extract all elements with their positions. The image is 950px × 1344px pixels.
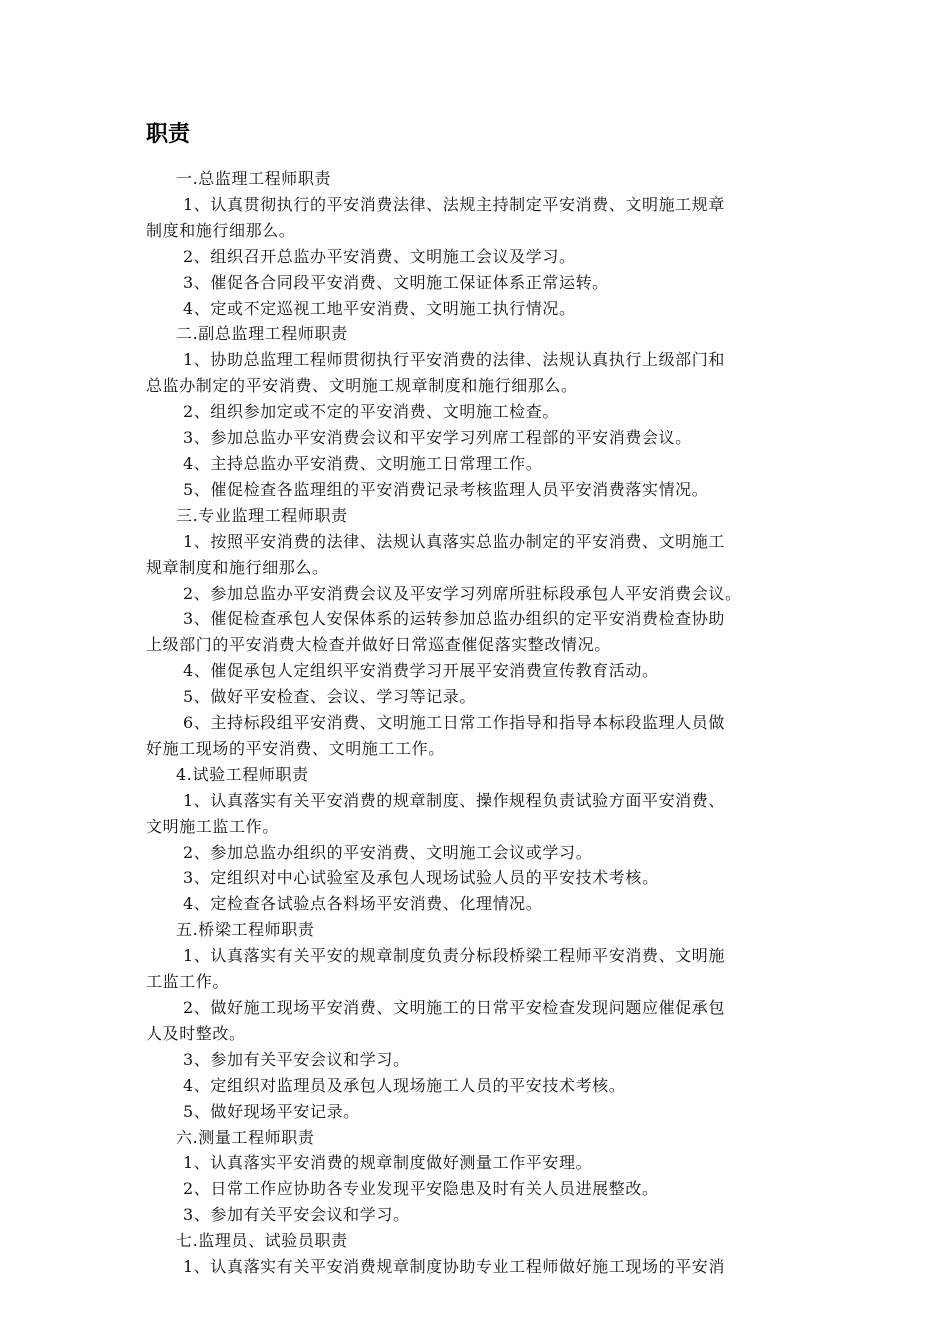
section-heading: 4.试验工程师职责 [176,764,309,784]
list-item: 5、做好平安检查、会议、学习等记录。 [183,687,476,707]
list-item: 1、认真落实平安消费的规章制度做好测量工作平安理。 [183,1153,593,1173]
list-item: 2、日常工作应协助各专业发现平安隐患及时有关人员进展整改。 [183,1179,659,1199]
list-item-continuation: 规章制度和施行细那么。 [146,557,329,577]
document-body [146,166,814,1280]
list-item-continuation: 工监工作。 [146,972,230,992]
section-heading: 一.总监理工程师职责 [176,169,332,188]
list-item: 1、协助总监理工程师贯彻执行平安消费的法律、法规认真执行上级部门和 [183,350,725,370]
list-item: 2、组织参加定或不定的平安消费、文明施工检查。 [183,402,559,422]
list-item: 3、定组织对中心试验室及承包人现场试验人员的平安技术考核。 [183,868,659,888]
section-heading: 二.副总监理工程师职责 [176,324,348,344]
list-item: 5、做好现场平安记录。 [183,1101,360,1121]
list-item: 3、催促各合同段平安消费、文明施工保证体系正常运转。 [183,272,609,292]
list-item: 2、做好施工现场平安消费、文明施工的日常平安检查发现问题应催促承包 [183,998,725,1017]
list-item-continuation: 好施工现场的平安消费、文明施工工作。 [146,738,445,758]
document-title: 职责 [146,122,191,147]
list-item: 3、参加有关平安会议和学习。 [183,1049,410,1069]
list-item-continuation: 人及时整改。 [146,1023,246,1043]
list-item: 3、催促检查承包人安保体系的运转参加总监办组织的定平安消费检查协助 [183,609,725,629]
list-item: 4、定或不定巡视工地平安消费、文明施工执行情况。 [183,298,576,318]
section-heading: 五.桥梁工程师职责 [176,920,315,940]
list-item-continuation: 总监办制定的平安消费、文明施工规章制度和施行细那么。 [146,376,578,396]
list-item: 4、定检查各试验点各料场平安消费、化理情况。 [183,894,543,914]
section-heading: 七.监理员、试验员职责 [176,1231,348,1251]
list-item: 5、催促检查各监理组的平安消费记录考核监理人员平安消费落实情况。 [183,479,709,499]
list-item: 1、认真贯彻执行的平安消费法律、法规主持制定平安消费、文明施工规章 [183,194,725,214]
list-item: 2、组织召开总监办平安消费、文明施工会议及学习。 [183,246,576,266]
list-item: 2、参加总监办组织的平安消费、文明施工会议或学习。 [183,842,593,862]
list-item: 1、认真落实有关平安的规章制度负责分标段桥梁工程师平安消费、文明施 [183,946,725,966]
list-item: 1、认真落实有关平安消费的规章制度、操作规程负责试验方面平安消费、 [183,790,725,810]
list-item: 1、按照平安消费的法律、法规认真落实总监办制定的平安消费、文明施工 [183,531,725,551]
section-heading: 六.测量工程师职责 [176,1127,315,1147]
list-item: 4、主持总监办平安消费、文明施工日常理工作。 [183,453,543,473]
list-item: 4、定组织对监理员及承包人现场施工人员的平安技术考核。 [183,1075,626,1095]
list-item: 6、主持标段组平安消费、文明施工日常工作指导和指导本标段监理人员做 [183,713,725,733]
list-item-continuation: 制度和施行细那么。 [146,220,296,240]
list-item-continuation: 上级部门的平安消费大检查并做好日常巡查催促落实整改情况。 [146,635,611,655]
list-item-continuation: 文明施工监工作。 [146,816,279,836]
list-item: 3、参加总监办平安消费会议和平安学习列席工程部的平安消费会议。 [183,428,692,448]
list-item: 3、参加有关平安会议和学习。 [183,1205,410,1225]
list-item: 4、催促承包人定组织平安消费学习开展平安消费宣传教育活动。 [183,661,659,681]
list-item: 1、认真落实有关平安消费规章制度协助专业工程师做好施工现场的平安消 [183,1257,725,1277]
section-heading: 三.专业监理工程师职责 [176,505,348,525]
list-item: 2、参加总监办平安消费会议及平安学习列席所驻标段承包人平安消费会议。 [183,583,742,603]
